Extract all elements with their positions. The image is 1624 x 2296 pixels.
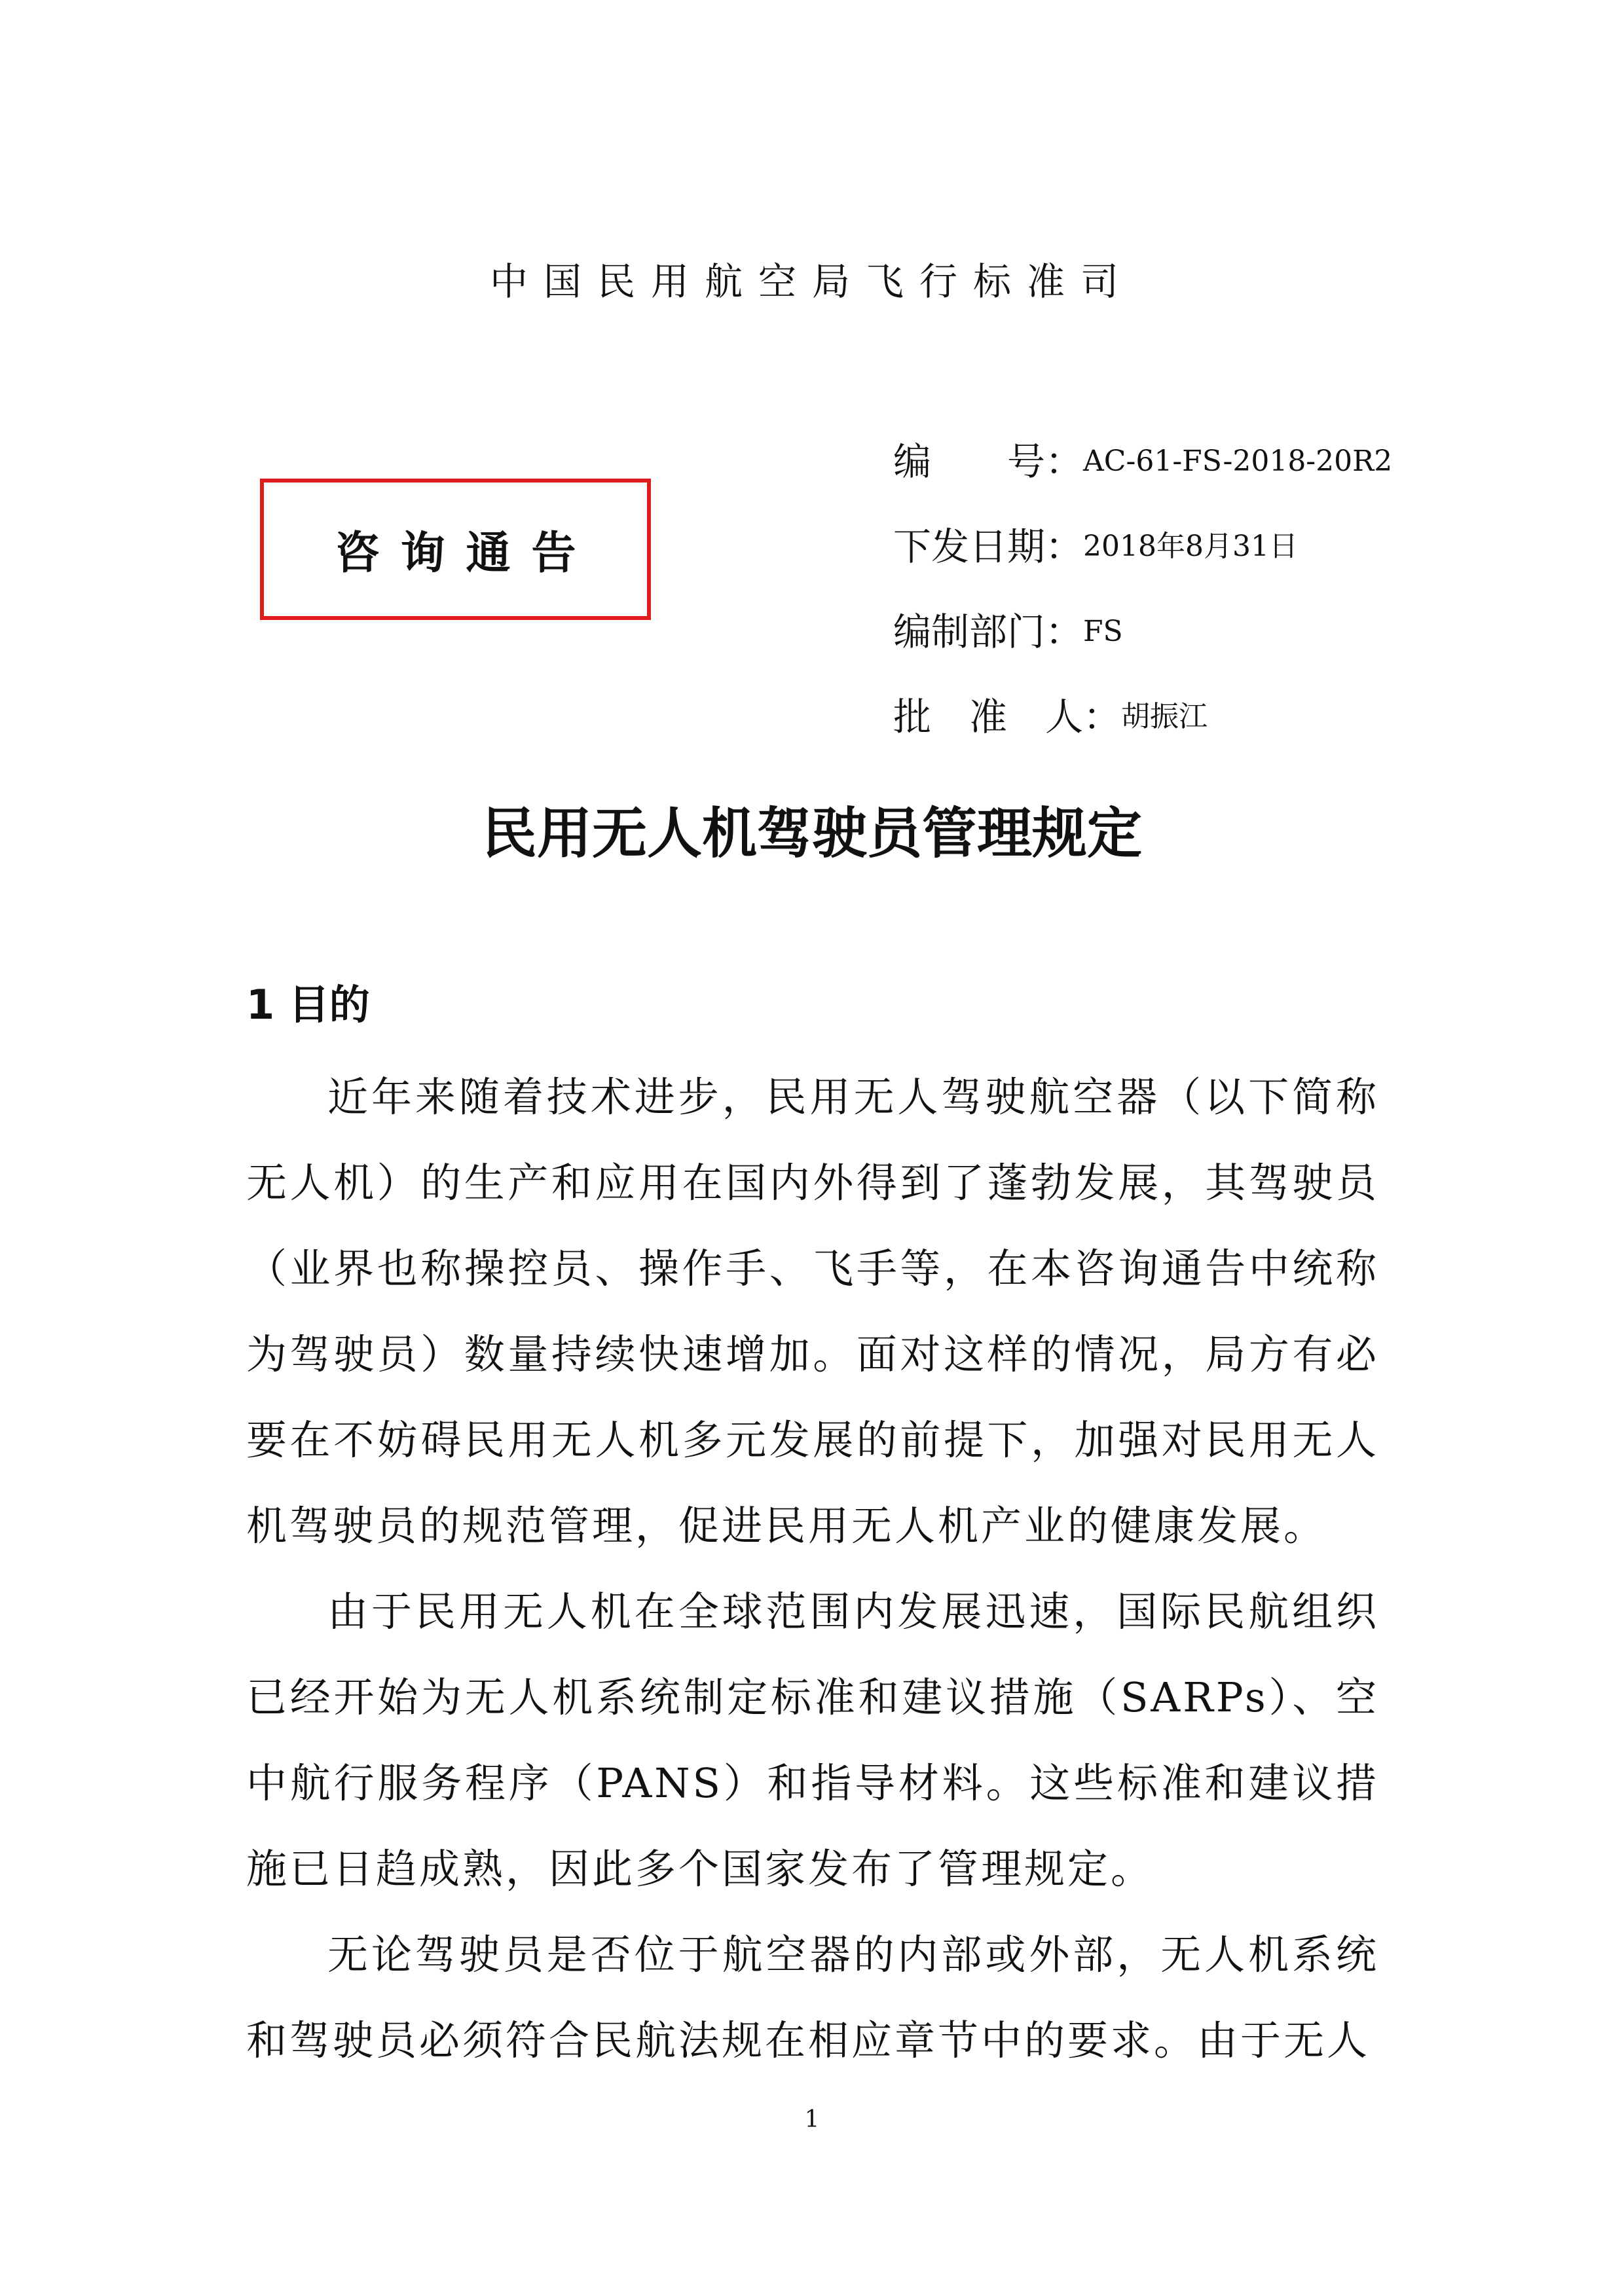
document-body <box>246 1054 1379 2083</box>
meta-label-issue-date: 下发日期： <box>893 524 1084 569</box>
meta-row-department <box>893 589 1587 674</box>
page-number: 1 <box>804 2106 820 2133</box>
body-paragraph: 近年来随着技术进步，民用无人驾驶航空器（以下简称无人机）的生产和应用在国内外得到了蓬勃发展，其驾驶员（业界也称操控员、操作手、飞手等，在本咨询通告中统称为驾驶员）数量持续快速增加。面对这样的情况，局方有必要在不妨碍民用无人机多元发展的前提下，加强对民用无人机驾驶员的规范管理，促进民用无人机产业的健康发展。 <box>246 1073 1379 1550</box>
meta-row-approver <box>893 674 1587 759</box>
meta-row-number <box>893 419 1587 504</box>
advisory-circular-badge <box>260 479 651 620</box>
meta-value-number: AC-61-FS-2018-20R2 <box>1083 445 1393 478</box>
meta-label-department: 编制部门： <box>893 610 1084 654</box>
meta-value-approver: 胡振江 <box>1121 700 1208 733</box>
document-metadata <box>893 419 1587 759</box>
body-paragraph: 由于民用无人机在全球范围内发展迅速，国际民航组织已经开始为无人机系统制定标准和建议措施（SARPs）、空中航行服务程序（PANS）和指导材料。这些标准和建议措施已日趋成熟，因此多个国家发布了管理规定。 <box>246 1588 1379 1893</box>
section-heading: 1 目的 <box>246 981 370 1029</box>
meta-label-number: 编 号： <box>893 439 1084 484</box>
meta-value-department: FS <box>1083 615 1123 648</box>
body-paragraph: 无论驾驶员是否位于航空器的内部或外部，无人机系统和驾驶员必须符合民航法规在相应章节中的要求。由于无人 <box>246 1931 1379 2064</box>
issuing-organization: 中国民用航空局飞行标准司 <box>489 259 1134 304</box>
meta-value-issue-date: 2018年8月31日 <box>1083 530 1298 563</box>
meta-row-issue-date <box>893 504 1587 589</box>
advisory-circular-label: 咨询通告 <box>335 527 597 579</box>
document-title: 民用无人机驾驶员管理规定 <box>481 801 1142 866</box>
meta-label-approver: 批 准 人： <box>893 695 1122 739</box>
